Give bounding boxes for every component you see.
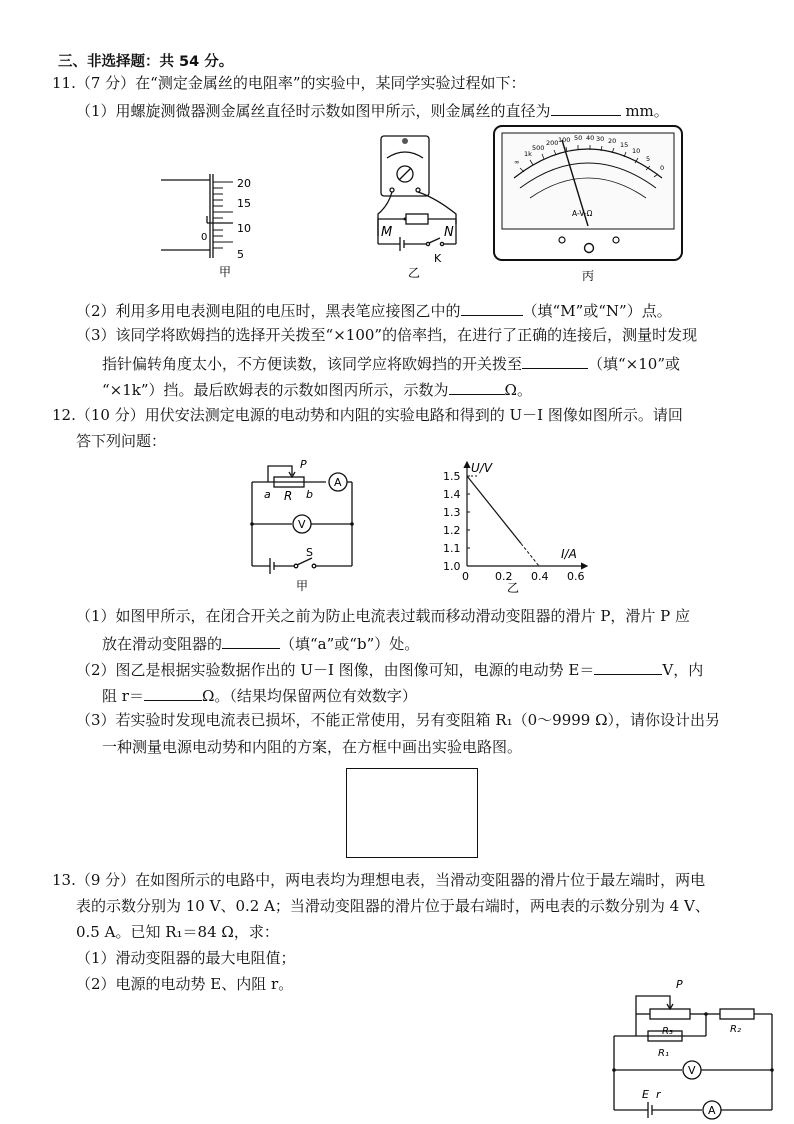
dial-mark: ∞ bbox=[514, 158, 520, 166]
answer-blank bbox=[461, 299, 523, 316]
point-label-n: N bbox=[444, 225, 454, 240]
dial-mark: 30 bbox=[596, 135, 605, 143]
x-tick-label: 0.4 bbox=[531, 570, 549, 583]
figure-label-bing: 丙 bbox=[582, 269, 595, 283]
q12-part2-text: 阻 r＝ bbox=[102, 687, 144, 705]
data-line-extension bbox=[521, 544, 539, 567]
switch-label-k: K bbox=[434, 252, 442, 265]
adjust-screw bbox=[559, 237, 565, 243]
y-tick-label: 1.4 bbox=[443, 488, 461, 501]
q11-part1-text: （1）用螺旋测微器测金属丝直径时示数如图甲所示，则金属丝的直径为 bbox=[76, 102, 551, 120]
figure-label-yi: 乙 bbox=[507, 581, 520, 595]
junction-dot bbox=[350, 522, 354, 526]
figure-label-jia: 甲 bbox=[296, 579, 309, 593]
meter-indicator bbox=[402, 138, 408, 144]
mic-tick-label: 5 bbox=[237, 248, 244, 261]
dial-function-label: A-V-Ω bbox=[572, 209, 593, 218]
dial-mark: 20 bbox=[608, 137, 617, 145]
vi-circuit-figure bbox=[240, 456, 358, 594]
dial-mark: 100 bbox=[558, 136, 571, 144]
voltmeter-label: V bbox=[298, 518, 306, 531]
dial-mark: 1k bbox=[524, 150, 532, 158]
q12-heading-line2: 答下列问题： bbox=[76, 432, 167, 450]
resistor-label-r3: R₃ bbox=[662, 1026, 673, 1037]
dial-mark: 200 bbox=[546, 139, 559, 147]
q11-part3-text: 指针偏转角度太小，不方便读数，该同学应将欧姆挡的开关拨至 bbox=[102, 355, 523, 373]
internal-resistance-label-r: r bbox=[656, 1088, 661, 1101]
y-tick-label: 1.1 bbox=[443, 542, 461, 555]
q11-part3-line3 bbox=[102, 378, 532, 400]
y-tick-label: 1.0 bbox=[443, 560, 461, 573]
q12-part2-text: （2）图乙是根据实验数据作出的 U－I 图像，由图像可知，电源的电动势 E＝ bbox=[76, 661, 595, 679]
junction-dot bbox=[704, 1012, 708, 1016]
u-i-graph bbox=[425, 454, 595, 596]
q11-part3-line2 bbox=[102, 352, 680, 374]
dial-mark: 10 bbox=[632, 147, 641, 155]
zero-adjust-knob bbox=[585, 244, 594, 253]
dial-mark: 0 bbox=[660, 164, 665, 172]
q11-part1 bbox=[76, 99, 669, 121]
junction-dot bbox=[250, 522, 254, 526]
mic-tick-label: 20 bbox=[237, 177, 251, 190]
q13-line1: 13.（9 分）在如图所示的电路中，两电表均为理想电表，当滑动变阻器的滑片位于最左端时，两电 bbox=[52, 871, 706, 889]
q12-part1-text-end: （填“a”或“b”）处。 bbox=[280, 635, 420, 653]
dial-mark: 15 bbox=[620, 141, 629, 149]
end-label-a: a bbox=[264, 488, 271, 501]
junction-dot bbox=[612, 1068, 616, 1072]
x-axis-label: I/A bbox=[561, 547, 577, 561]
point-label-m: M bbox=[381, 225, 393, 240]
rheostat-label-r: R bbox=[284, 489, 293, 503]
q11-part3-line1: （3）该同学将欧姆挡的选择开关拨至“×100”的倍率挡，在进行了正确的连接后，测量时发现 bbox=[76, 326, 698, 344]
q11-part1-unit: mm。 bbox=[625, 102, 669, 120]
dial-mark: 5 bbox=[646, 155, 651, 163]
q13-part1: （1）滑动变阻器的最大电阻值； bbox=[76, 949, 296, 967]
q13-circuit-figure bbox=[608, 974, 784, 1124]
junction-dot bbox=[404, 218, 407, 221]
ammeter-label: A bbox=[334, 476, 342, 489]
dial-mark: 40 bbox=[586, 134, 595, 142]
answer-blank bbox=[551, 99, 621, 116]
end-label-b: b bbox=[306, 488, 313, 501]
mic-tick-label: 10 bbox=[237, 222, 251, 235]
answer-blank bbox=[594, 658, 662, 675]
ohmmeter-dial-figure bbox=[490, 124, 686, 286]
mic-zero-label: 0 bbox=[201, 232, 208, 243]
q12-part3-line2: 一种测量电源电动势和内阻的方案，在方框中画出实验电路图。 bbox=[102, 738, 523, 756]
q11-heading: 11.（7 分）在“测定金属丝的电阻率”的实验中，某同学实验过程如下： bbox=[52, 74, 526, 92]
q11-part3-unit: Ω。 bbox=[504, 381, 532, 399]
slider-label-p: P bbox=[300, 458, 307, 471]
q12-part2-line1 bbox=[76, 658, 703, 680]
slider-label-p: P bbox=[676, 978, 683, 991]
q11-part2-text: （2）利用多用电表测电阻的电压时，黑表笔应接图乙中的 bbox=[76, 302, 461, 320]
dial-mark: 500 bbox=[532, 144, 545, 152]
voltmeter-label: V bbox=[688, 1064, 696, 1077]
section-title: 三、非选择题：共 54 分。 bbox=[58, 54, 234, 70]
q12-part1-line1: （1）如图甲所示，在闭合开关之前为防止电流表过载而移动滑动变阻器的滑片 P，滑片 P 应 bbox=[76, 607, 691, 625]
answer-drawing-box bbox=[346, 768, 478, 858]
q11-part2 bbox=[76, 299, 672, 321]
mic-tick-label: 15 bbox=[237, 197, 251, 210]
q13-line3: 0.5 A。已知 R₁＝84 Ω，求： bbox=[76, 923, 279, 941]
junction-dot bbox=[770, 1068, 774, 1072]
emf-label-e: E bbox=[642, 1088, 649, 1101]
q12-part2-text-end: Ω。（结果均保留两位有效数字） bbox=[201, 687, 417, 705]
figure-label-yi: 乙 bbox=[408, 266, 421, 280]
figure-label-jia: 甲 bbox=[219, 265, 232, 278]
x-tick-label: 0.2 bbox=[495, 570, 513, 583]
switch-label-s: S bbox=[306, 546, 313, 559]
q13-part2: （2）电源的电动势 E、内阻 r。 bbox=[76, 975, 294, 993]
multimeter-circuit-figure bbox=[370, 132, 470, 280]
y-tick-label: 1.5 bbox=[443, 470, 461, 483]
y-tick-label: 1.2 bbox=[443, 524, 461, 537]
q11-part3-text-end: （填“×10”或 bbox=[588, 355, 681, 373]
q12-part3-line1: （3）若实验时发现电流表已损坏，不能正常使用，另有变阻箱 R₁（0～9999 Ω），请你设计出另 bbox=[76, 711, 721, 729]
answer-blank bbox=[522, 352, 588, 369]
ammeter-label: A bbox=[708, 1104, 716, 1117]
q11-part2-text-end: （填“M”或“N”）点。 bbox=[522, 302, 672, 320]
dial-mark: 50 bbox=[574, 134, 583, 142]
q13-line2: 表的示数分别为 10 V、0.2 A；当滑动变阻器的滑片位于最右端时，两电表的示数分别为 4 V、 bbox=[76, 897, 710, 915]
q12-part2-unit: V，内 bbox=[662, 661, 704, 679]
micrometer-figure bbox=[155, 168, 270, 278]
x-tick-label: 0 bbox=[462, 570, 469, 583]
q12-part2-line2 bbox=[102, 684, 417, 706]
y-tick-label: 1.3 bbox=[443, 506, 461, 519]
resistor-label-r1: R₁ bbox=[658, 1048, 669, 1059]
y-axis-label: U/V bbox=[471, 461, 493, 475]
answer-blank bbox=[144, 684, 202, 701]
q11-part3-text: “×1k”）挡。最后欧姆表的示数如图丙所示，示数为 bbox=[102, 381, 449, 399]
answer-blank bbox=[222, 632, 280, 649]
q12-heading-line1: 12.（10 分）用伏安法测定电源的电动势和内阻的实验电路和得到的 U－I 图像如图所示。请回 bbox=[52, 406, 683, 424]
answer-blank bbox=[449, 378, 505, 395]
q12-part1-line2 bbox=[102, 632, 419, 654]
resistor-label-r2: R₂ bbox=[730, 1024, 741, 1035]
data-line bbox=[467, 476, 521, 544]
q12-part1-text: 放在滑动变阻器的 bbox=[102, 635, 223, 653]
x-tick-label: 0.6 bbox=[567, 570, 585, 583]
adjust-screw bbox=[613, 237, 619, 243]
